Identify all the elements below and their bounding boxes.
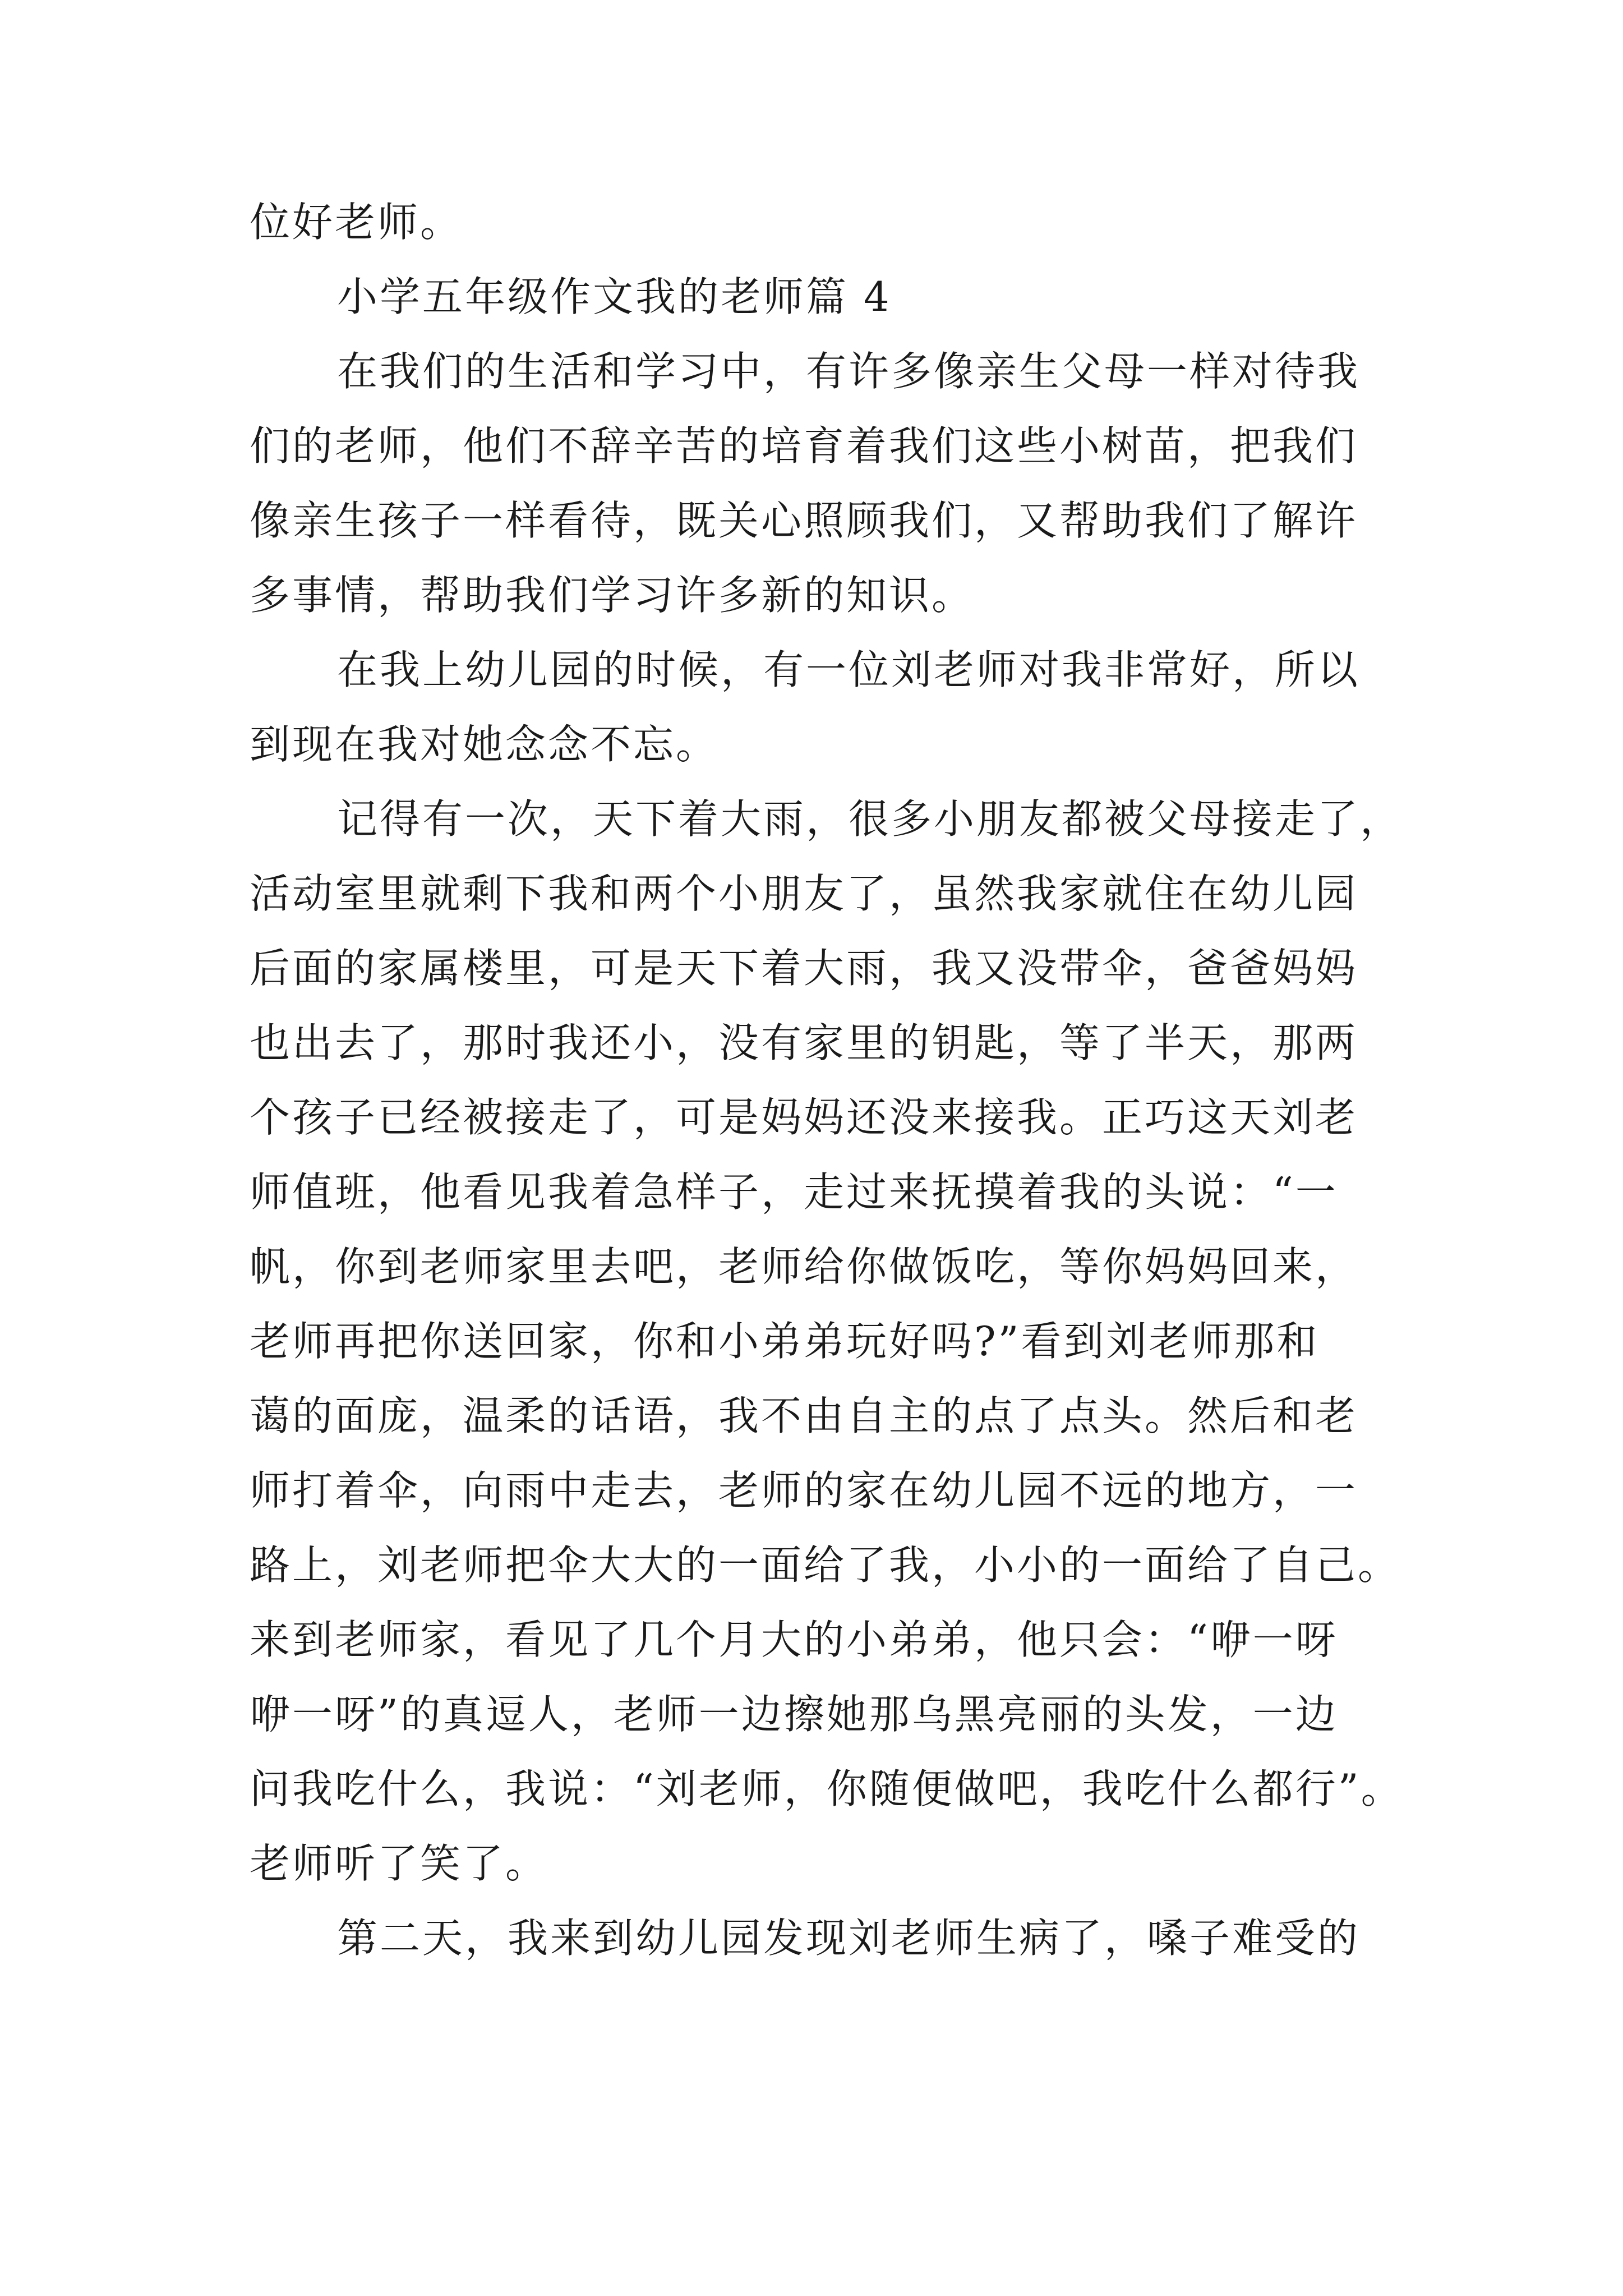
text-line: 第二天，我来到幼儿园发现刘老师生病了，嗓子难受的 (337, 1915, 1361, 1962)
text-line: 路上，刘老师把伞大大的一面给了我，小小的一面给了自己。 (250, 1542, 1401, 1589)
text-line: 来到老师家，看见了几个月大的小弟弟，他只会：“咿一呀 (250, 1616, 1338, 1663)
text-line: 多事情，帮助我们学习许多新的知识。 (250, 572, 975, 619)
text-line: 活动室里就剩下我和两个小朋友了，虽然我家就住在幼儿园 (250, 870, 1358, 917)
text-line: 老师再把你送回家，你和小弟弟玩好吗?”看到刘老师那和 (250, 1318, 1320, 1365)
text-line: 问我吃什么，我说：“刘老师，你随便做吧，我吃什么都行”。 (250, 1765, 1404, 1812)
text-line: 师值班，他看见我着急样子，走过来抚摸着我的头说：“一 (250, 1168, 1338, 1216)
text-line: 位好老师。 (250, 199, 463, 246)
section-heading: 小学五年级作文我的老师篇 4 (337, 273, 892, 320)
text-line: 像亲生孩子一样看待，既关心照顾我们，又帮助我们了解许 (250, 497, 1358, 544)
text-line: 记得有一次，天下着大雨，很多小朋友都被父母接走了， (337, 795, 1403, 843)
text-line: 个孩子已经被接走了，可是妈妈还没来接我。正巧这天刘老 (250, 1094, 1358, 1141)
text-line: 咿一呀”的真逗人，老师一边擦她那乌黑亮丽的头发，一边 (250, 1691, 1338, 1738)
text-line: 帆，你到老师家里去吧，老师给你做饭吃，等你妈妈回来， (250, 1243, 1358, 1290)
text-line: 蔼的面庞，温柔的话语，我不由自主的点了点头。然后和老 (250, 1392, 1358, 1439)
text-line: 后面的家属楼里，可是天下着大雨，我又没带伞，爸爸妈妈 (250, 945, 1358, 992)
text-line: 到现在我对她念念不忘。 (250, 721, 719, 768)
article-body (250, 185, 1461, 1976)
text-line: 也出去了，那时我还小，没有家里的钥匙，等了半天，那两 (250, 1019, 1358, 1066)
text-line: 老师听了笑了。 (250, 1840, 548, 1887)
text-line: 在我上幼儿园的时候，有一位刘老师对我非常好，所以 (337, 646, 1361, 693)
text-line: 们的老师，他们不辞辛苦的培育着我们这些小树苗，把我们 (250, 422, 1358, 470)
text-line: 在我们的生活和学习中，有许多像亲生父母一样对待我 (337, 348, 1361, 395)
text-line: 师打着伞，向雨中走去，老师的家在幼儿园不远的地方，一 (250, 1467, 1358, 1514)
